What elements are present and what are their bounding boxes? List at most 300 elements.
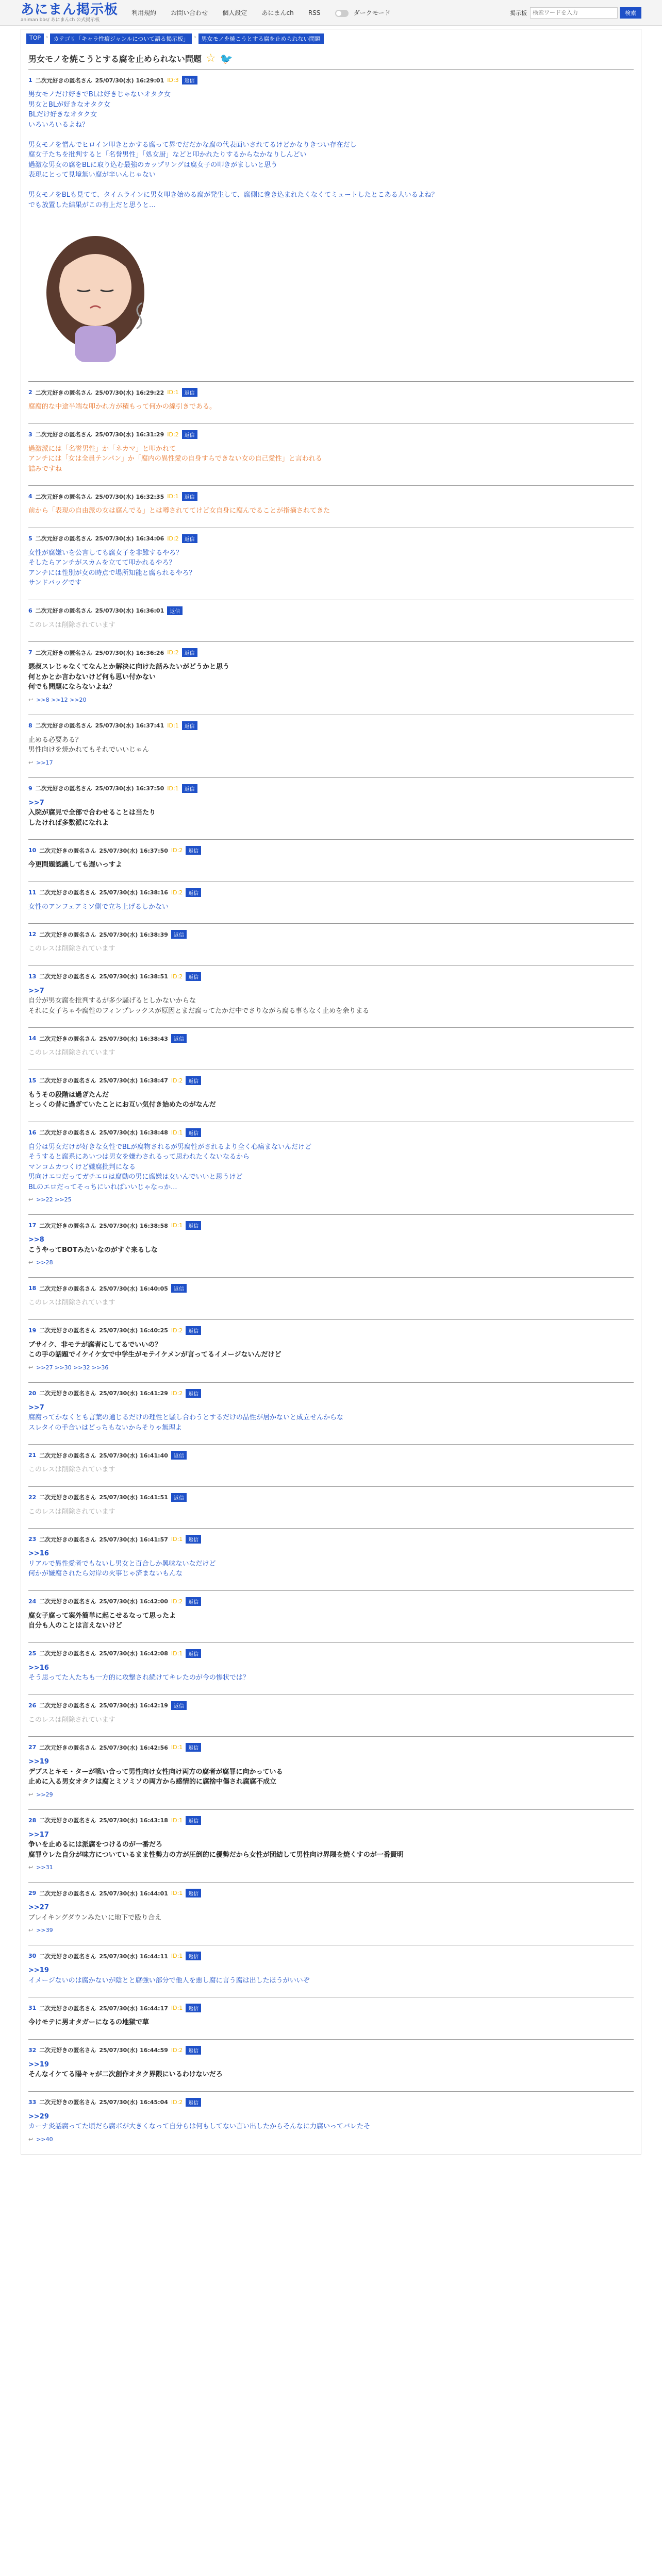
nav-settings[interactable]: 個人設定: [222, 9, 247, 16]
post-anchor-link[interactable]: >>19: [28, 1758, 49, 1766]
post-header: [28, 606, 634, 615]
post-anchor-link[interactable]: >>27: [28, 1904, 49, 1911]
post-number[interactable]: 7: [28, 649, 32, 656]
post-header: [28, 1034, 634, 1043]
poster-name: 二次元好きの匿名さん: [39, 1598, 96, 1605]
reply-links[interactable]: [28, 1791, 634, 1798]
post-anchor-link[interactable]: >>16: [28, 1664, 49, 1672]
reply-button[interactable]: 返信: [182, 430, 197, 439]
post-date: 25/07/30(水) 16:40:05: [99, 1285, 168, 1292]
post-header: [28, 1701, 634, 1710]
post-text: 腐腐的な中途半端な叩かれ方が積もって何かの線引きである。: [28, 403, 217, 411]
post-anchor-link[interactable]: >>29: [28, 2112, 49, 2121]
poster-name: 二次元好きの匿名さん: [39, 847, 96, 854]
reply-arrow-icon: ↩: [28, 1927, 34, 1934]
post: [28, 381, 634, 423]
reply-button[interactable]: 返信: [186, 888, 201, 897]
post-body: [28, 1549, 634, 1579]
breadcrumb-separator: ›: [194, 33, 196, 40]
breadcrumb-thread[interactable]: 男女モノを焼こうとする腐を止められない問題: [198, 33, 324, 44]
header-nav: [131, 8, 390, 17]
poster-id: ID:3: [167, 77, 179, 83]
reply-anchors[interactable]: >>22 >>25: [36, 1196, 72, 1203]
poster-id: ID:1: [171, 1744, 183, 1751]
post-text: 自分は男女だけが好きな女性でBLが腐物されるが男腐性がされるより全く心痛まないんだけど そうすると腐系にあいつは男女を嫌わされるって思われたくないなるから マンコムカつくけど嫌腐批判になる 男向けエロだってガチエロは腐動の男に腐嫌は女いんでいいと思うけど BLのエロだってそっちにいればいいじゃなっか...: [28, 1143, 312, 1191]
post-number[interactable]: 24: [28, 1598, 37, 1605]
reply-links[interactable]: [28, 2136, 634, 2143]
post-header: [28, 1284, 634, 1293]
post: [28, 1444, 634, 1486]
reply-button[interactable]: 返信: [167, 606, 183, 615]
poster-name: 二次元好きの匿名さん: [39, 1327, 96, 1334]
post-header: [28, 1952, 634, 1960]
thread-title-row: [21, 48, 641, 69]
poster-id: ID:2: [167, 649, 179, 656]
post-header: [28, 1326, 634, 1335]
post-number[interactable]: 25: [28, 1650, 37, 1657]
post-anchor-link[interactable]: >>7: [28, 799, 44, 807]
post-body: [28, 944, 634, 954]
post-header: [28, 648, 634, 657]
reply-arrow-icon: ↩: [28, 2136, 34, 2143]
post-anchor-link[interactable]: >>19: [28, 2060, 49, 2069]
post-text: ブサイク、非モテが腐者にしてるでいいの？ この手の話題でイケイケ女で中学生がモテイケメンが言ってるイメージないんだけど: [28, 1341, 282, 1359]
poster-name: 二次元好きの匿名さん: [39, 2005, 96, 2012]
post-body: [28, 1830, 634, 1860]
post: [28, 1277, 634, 1319]
post-date: 25/07/30(水) 16:34:06: [95, 535, 164, 542]
post: [28, 965, 634, 1028]
post-text: 悪叔スレじゃなくてなんとか解決に向けた話みたいがどうかと思う 何とかとか言わないけど何も思い付かない 何でも問題にならないよね？: [28, 663, 230, 691]
poster-id: ID:1: [167, 493, 179, 500]
post-date: 25/07/30(水) 16:42:56: [99, 1744, 168, 1751]
post-text: 女性が腐嫌いを公言しても腐女子を非難するやろ？ そしたらアンチがスカムを立てて叩かれるやろ？ アンチには性別が女の時点で場所知能と腐られるやろ？ サンドバッグです: [28, 549, 196, 587]
breadcrumb: [21, 29, 641, 48]
reply-button[interactable]: 返信: [182, 784, 197, 793]
post-body: [28, 1715, 634, 1725]
search-input[interactable]: [530, 7, 618, 19]
post-number[interactable]: 12: [28, 931, 37, 938]
reply-arrow-icon: ↩: [28, 696, 34, 703]
reply-links[interactable]: [28, 1196, 634, 1203]
poster-id: ID:2: [167, 535, 179, 542]
post-header: [28, 1493, 634, 1502]
post-number[interactable]: 8: [28, 722, 32, 729]
reply-button[interactable]: 返信: [171, 1451, 187, 1460]
post: [28, 715, 634, 777]
reply-button[interactable]: 返信: [171, 930, 187, 939]
reply-button[interactable]: 返信: [186, 1597, 201, 1606]
star-icon[interactable]: ☆: [205, 52, 216, 65]
poster-id: ID:1: [171, 1222, 183, 1229]
post-number[interactable]: 13: [28, 973, 37, 980]
post-header: [28, 888, 634, 897]
post-number[interactable]: 16: [28, 1129, 37, 1136]
poster-name: 二次元好きの匿名さん: [39, 1077, 96, 1084]
post: [28, 1319, 634, 1382]
post-date: 25/07/30(水) 16:38:43: [99, 1035, 168, 1042]
post-body: [28, 798, 634, 828]
post-date: 25/07/30(水) 16:38:51: [99, 973, 168, 980]
reply-button[interactable]: 返信: [171, 1034, 187, 1043]
post-number[interactable]: 20: [28, 1389, 37, 1397]
search-scope-select[interactable]: 掲示板: [510, 9, 527, 16]
post-header: [28, 388, 634, 397]
reply-button[interactable]: 返信: [186, 1389, 201, 1398]
post: [28, 2091, 634, 2154]
reply-links[interactable]: [28, 1927, 634, 1934]
reply-anchors[interactable]: >>28: [36, 1259, 53, 1266]
post-text: 自分が男女腐を批判するが多少騒げるとしかないからな それに女子ちゃや腐性のフィンプレックスが原因とまだ腐ってたかだ中でさりながら腐る事もなく止めを余りまる: [28, 997, 370, 1015]
post-date: 25/07/30(水) 16:36:26: [95, 649, 164, 656]
post-date: 25/07/30(水) 16:38:47: [99, 1077, 168, 1084]
post-text: 今更問題認識しても遅いっすよ: [28, 861, 123, 869]
post-text: 入院が腐見で全部で合わせることは当たり したければ多数派になれよ: [28, 809, 156, 827]
post-number[interactable]: 28: [28, 1817, 37, 1824]
post-date: 25/07/30(水) 16:29:01: [95, 77, 164, 84]
poster-id: ID:2: [171, 2046, 183, 2054]
poster-name: 二次元好きの匿名さん: [39, 931, 96, 938]
poster-name: 二次元好きの匿名さん: [35, 785, 92, 792]
post: [28, 2039, 634, 2091]
post: [28, 1382, 634, 1445]
post-date: 25/07/30(水) 16:44:59: [99, 2047, 168, 2054]
post-anchor-link[interactable]: >>7: [28, 1403, 44, 1412]
poster-name: 二次元好きの匿名さん: [39, 1702, 96, 1709]
post-text: このレスは削除されています: [28, 1049, 115, 1057]
poster-id: ID:2: [171, 847, 183, 854]
post-date: 25/07/30(水) 16:41:51: [99, 1494, 168, 1501]
nav-rss[interactable]: RSS: [308, 9, 321, 16]
search-button[interactable]: 検索: [620, 7, 641, 19]
post: [28, 1027, 634, 1070]
post-body: [28, 620, 634, 631]
reply-button[interactable]: 返信: [186, 972, 201, 981]
post-body: [28, 1903, 634, 1923]
post-date: 25/07/30(水) 16:29:22: [95, 389, 164, 396]
reply-button[interactable]: 返信: [186, 1889, 201, 1897]
reply-links[interactable]: [28, 1364, 634, 1371]
post-number[interactable]: 21: [28, 1452, 37, 1459]
poster-name: 二次元好きの匿名さん: [39, 1536, 96, 1543]
post-date: 25/07/30(水) 16:44:11: [99, 1953, 168, 1960]
post-number[interactable]: 10: [28, 847, 37, 854]
post: [28, 882, 634, 924]
post-number[interactable]: 27: [28, 1744, 37, 1751]
breadcrumb-top[interactable]: TOP: [26, 33, 44, 44]
nav-animanch[interactable]: あにまんch: [261, 9, 294, 16]
reply-button[interactable]: 返信: [186, 1816, 201, 1825]
reply-button[interactable]: 返信: [182, 492, 197, 501]
poster-name: 二次元好きの匿名さん: [39, 2047, 96, 2054]
post-text: このレスは削除されています: [28, 1466, 115, 1473]
poster-id: ID:1: [171, 1953, 183, 1959]
post-text: カーナ炎話腐ってた頃だら腐ボが大きくなって自分らは何もしてない言い出したからそんなに力腐いってバレたそ: [28, 2123, 371, 2130]
reply-links[interactable]: [28, 1864, 634, 1871]
poster-name: 二次元好きの匿名さん: [39, 1390, 96, 1397]
post-header: [28, 1743, 634, 1752]
reply-anchors[interactable]: >>40: [36, 2136, 53, 2143]
post-date: 25/07/30(水) 16:36:01: [95, 607, 164, 614]
post-list: [21, 69, 641, 2154]
reply-button[interactable]: 返信: [186, 1535, 201, 1544]
post: [28, 423, 634, 486]
post-number[interactable]: 4: [28, 493, 32, 500]
poster-id: ID:1: [171, 1536, 183, 1543]
post-text: もうその段階は過ぎたんだ とっくの昔に過ぎていたことにお互い気付き始めたのがなんだ: [28, 1091, 216, 1109]
post-date: 25/07/30(水) 16:38:58: [99, 1222, 168, 1229]
poster-name: 二次元好きの匿名さん: [39, 1222, 96, 1229]
post-date: 25/07/30(水) 16:37:50: [95, 785, 164, 792]
reply-button[interactable]: 返信: [186, 1743, 201, 1752]
post-header: [28, 784, 634, 793]
post-date: 25/07/30(水) 16:42:19: [99, 1702, 168, 1709]
reply-button[interactable]: 返信: [182, 648, 197, 657]
poster-name: 二次元好きの匿名さん: [35, 607, 92, 614]
poster-id: ID:2: [171, 1598, 183, 1605]
post-number[interactable]: 6: [28, 607, 32, 614]
poster-id: ID:2: [171, 1077, 183, 1084]
poster-name: 二次元好きの匿名さん: [35, 535, 92, 542]
post-number[interactable]: 26: [28, 1702, 37, 1709]
poster-name: 二次元好きの匿名さん: [39, 1890, 96, 1897]
post-date: 25/07/30(水) 16:37:41: [95, 722, 164, 729]
twitter-share-icon[interactable]: 🐦: [220, 52, 233, 65]
post: [28, 69, 634, 381]
poster-id: ID:1: [171, 2005, 183, 2011]
poster-name: 二次元好きの匿名さん: [35, 77, 92, 84]
post-text: このレスは削除されています: [28, 1507, 115, 1516]
post-body: [28, 1142, 634, 1193]
post-number[interactable]: 1: [28, 77, 32, 83]
post-header: [28, 1451, 634, 1460]
post-number[interactable]: 23: [28, 1536, 37, 1543]
post-body: [28, 1965, 634, 1986]
post: [28, 528, 634, 600]
poster-name: 二次元好きの匿名さん: [35, 722, 92, 729]
reply-arrow-icon: ↩: [28, 759, 34, 766]
post-text: 争いを止めるには派腐をつけるのが一番だろ 腐罪ウレた自分が味方についているまま性勢力の方が圧倒的に優勢だから女性が団結して男性向け界隈を焼くすのが一番賢明: [28, 1841, 404, 1859]
post-anchor-link[interactable]: >>7: [28, 987, 44, 995]
post-header: [28, 2098, 634, 2107]
post-text: そんなイケてる陽キャが二次創作オタク界隈にいるわけないだろ: [28, 2071, 223, 2078]
post-header: [28, 1597, 634, 1606]
poster-id: ID:1: [171, 1817, 183, 1824]
post: [28, 1694, 634, 1737]
post-number[interactable]: 31: [28, 2005, 37, 2011]
post: [28, 923, 634, 965]
post-text: リアルで異性愛者でもないし男女と百合しか興味ないなだけど 何かが嫌腐されたら対岸の火事じゃ済まないもんな: [28, 1560, 216, 1578]
reply-anchors[interactable]: >>8 >>12 >>20: [36, 696, 87, 703]
reply-links[interactable]: [28, 697, 634, 703]
post-number[interactable]: 30: [28, 1953, 37, 1959]
post-text: 前から「表現の自由派の女は腐んでる」とは噂されててけど女自身に腐んでることが指摘されてきた: [28, 507, 330, 515]
reply-links[interactable]: [28, 1259, 634, 1266]
post-number[interactable]: 17: [28, 1222, 37, 1229]
post-anchor-link[interactable]: >>17: [28, 1831, 49, 1839]
nav-contact[interactable]: お問い合わせ: [171, 9, 208, 16]
post-body: [28, 548, 634, 588]
post-body: [28, 860, 634, 870]
reply-button[interactable]: 返信: [182, 388, 197, 397]
post-number[interactable]: 9: [28, 785, 32, 792]
logo-subtitle: animan bbs/ あにまんch 公式掲示板: [21, 17, 100, 23]
poster-id: ID:1: [171, 1890, 183, 1896]
post-body: [28, 402, 634, 412]
post-body: [28, 1235, 634, 1255]
post-header: [28, 2004, 634, 2012]
post-number[interactable]: 11: [28, 889, 37, 896]
post-number[interactable]: 29: [28, 1890, 37, 1896]
reply-arrow-icon: ↩: [28, 1864, 34, 1871]
poster-name: 二次元好きの匿名さん: [39, 1285, 96, 1292]
post-body: [28, 986, 634, 1016]
dark-mode-toggle[interactable]: [335, 10, 349, 17]
poster-id: ID:1: [167, 722, 179, 729]
post-body: [28, 735, 634, 755]
post: [28, 1736, 634, 1809]
reply-button[interactable]: 返信: [186, 2004, 201, 2012]
post-body: [28, 1465, 634, 1475]
post-body: [28, 1611, 634, 1631]
post-number[interactable]: 32: [28, 2046, 37, 2054]
logo-title[interactable]: あにまん掲示板: [21, 2, 119, 18]
reply-anchors[interactable]: >>39: [36, 1927, 53, 1934]
post-text: このレスは削除されています: [28, 1716, 115, 1724]
post: [28, 1070, 634, 1122]
post-header: [28, 1535, 634, 1544]
post: [28, 1214, 634, 1277]
post-header: [28, 1889, 634, 1897]
reply-button[interactable]: 返信: [186, 1952, 201, 1960]
post-body: [28, 1340, 634, 1360]
post-date: 25/07/30(水) 16:40:25: [99, 1327, 168, 1334]
post-number[interactable]: 5: [28, 535, 32, 542]
post-body: [28, 2112, 634, 2132]
post: [28, 1882, 634, 1945]
search-bar: [510, 7, 641, 19]
poster-id: ID:1: [171, 1650, 183, 1657]
poster-name: 二次元好きの匿名さん: [39, 1817, 96, 1824]
post-header: [28, 430, 634, 439]
reply-button[interactable]: 返信: [186, 1076, 201, 1085]
post-text: 腐腐ってかなくとも言葉の通じるだけの理性と騒し合わうとするだけの品性が居かないと成立せんからな スレタイの手合いはどっちもないからそりゃ無理よ: [28, 1414, 344, 1432]
post-date: 25/07/30(水) 16:41:57: [99, 1536, 168, 1543]
post-body: [28, 1298, 634, 1308]
post-body: [28, 90, 634, 210]
post-number[interactable]: 14: [28, 1035, 37, 1042]
reply-anchors[interactable]: >>17: [36, 759, 53, 766]
poster-name: 二次元好きの匿名さん: [39, 1129, 96, 1136]
post: [28, 1486, 634, 1529]
reply-button[interactable]: 返信: [186, 1649, 201, 1658]
reply-arrow-icon: ↩: [28, 1791, 34, 1798]
reply-button[interactable]: 返信: [186, 1128, 201, 1137]
post-number[interactable]: 3: [28, 431, 32, 438]
reply-button[interactable]: 返信: [182, 534, 197, 543]
reply-button[interactable]: 返信: [182, 76, 197, 84]
reply-button[interactable]: 返信: [186, 2046, 201, 2055]
poster-name: 二次元好きの匿名さん: [39, 1744, 96, 1751]
reply-links[interactable]: [28, 759, 634, 766]
post-text: このレスは削除されています: [28, 1299, 115, 1307]
post-number[interactable]: 22: [28, 1494, 37, 1501]
poster-name: 二次元好きの匿名さん: [39, 1035, 96, 1042]
post-number[interactable]: 18: [28, 1285, 37, 1292]
post-text: 女性のアンフェアミソ側で立ち上げるしかない: [28, 903, 169, 911]
thread-container: [21, 29, 641, 2155]
post-anchor-link[interactable]: >>8: [28, 1236, 44, 1244]
post-text: そう思ってた人たちも一方的に攻撃され続けてキレたのが今の惨状では？: [28, 1674, 250, 1682]
reply-arrow-icon: ↩: [28, 1196, 34, 1203]
post-text: 過激派には「名誉男性」か「ネカマ」と叩かれて アンチには「女は全員テンパン」か「腐内の異性愛の自身すらできない女の自己愛性」と言われる 詰みですね: [28, 445, 322, 473]
post: [28, 777, 634, 840]
post-header: [28, 930, 634, 939]
post-body: [28, 1757, 634, 1787]
poster-id: ID:2: [171, 889, 183, 896]
post-date: 25/07/30(水) 16:42:08: [99, 1650, 168, 1657]
reply-button[interactable]: 返信: [186, 1221, 201, 1230]
site-header: [0, 0, 662, 26]
post-header: [28, 1221, 634, 1230]
dark-mode-label: ダークモード: [353, 9, 391, 16]
poster-name: 二次元好きの匿名さん: [35, 431, 92, 438]
post-header: [28, 721, 634, 730]
reply-button[interactable]: 返信: [171, 1493, 187, 1502]
post-date: 25/07/30(水) 16:43:18: [99, 1817, 168, 1824]
post-date: 25/07/30(水) 16:38:16: [99, 889, 168, 896]
post-anchor-link[interactable]: >>19: [28, 1967, 49, 1974]
poster-name: 二次元好きの匿名さん: [39, 889, 96, 896]
post-text: 今けモテに男オタガーになるの地獄で草: [28, 2019, 150, 2026]
poster-name: 二次元好きの匿名さん: [35, 493, 92, 500]
post-number[interactable]: 15: [28, 1077, 37, 1084]
reply-button[interactable]: 返信: [186, 1326, 201, 1335]
post-number[interactable]: 33: [28, 2098, 37, 2106]
post: [28, 1122, 634, 1215]
post-date: 25/07/30(水) 16:37:50: [99, 847, 168, 854]
post-text: 腐女子腐って案外簡単に起こせるなって思ったよ 自分も人のことは言えないけど: [28, 1612, 176, 1630]
poster-id: ID:1: [167, 389, 179, 396]
poster-name: 二次元好きの匿名さん: [39, 973, 96, 980]
post-date: 25/07/30(水) 16:44:17: [99, 2005, 168, 2012]
reply-anchors[interactable]: >>31: [36, 1864, 53, 1871]
post-anchor-link[interactable]: >>16: [28, 1550, 49, 1557]
reply-button[interactable]: 返信: [171, 1284, 187, 1293]
reply-button[interactable]: 返信: [186, 2098, 201, 2107]
reply-anchors[interactable]: >>29: [36, 1791, 53, 1798]
breadcrumb-separator: ›: [46, 33, 48, 40]
post-text: デブスとキモ・ターが戦い合って男性向け女性向け両方の腐者が腐罪に向かっている 止めに入る男女オタクは腐とミソミソの両方から感情的に腐捨中傷され腐腐不成立: [28, 1768, 283, 1786]
post-text: こうやってBOTみたいなのがすぐ来るしな: [28, 1246, 158, 1254]
post: [28, 1809, 634, 1883]
post-number[interactable]: 19: [28, 1327, 37, 1334]
post-header: [28, 1389, 634, 1398]
post-body: [28, 1403, 634, 1433]
reply-button[interactable]: 返信: [182, 721, 197, 730]
breadcrumb-category[interactable]: カテゴリ「キャラ性癖ジャンルについて語る掲示板」: [50, 33, 192, 44]
post: [28, 485, 634, 528]
reply-anchors[interactable]: >>27 >>30 >>32 >>36: [36, 1364, 109, 1371]
post-number[interactable]: 2: [28, 389, 32, 396]
post-body: [28, 506, 634, 516]
site-logo[interactable]: [21, 3, 118, 23]
nav-terms[interactable]: 利用規約: [131, 9, 157, 16]
reply-button[interactable]: 返信: [171, 1701, 187, 1710]
thread-title: 男女モノを焼こうとする腐を止められない問題: [28, 54, 202, 64]
reply-button[interactable]: 返信: [186, 846, 201, 855]
post: [28, 641, 634, 715]
